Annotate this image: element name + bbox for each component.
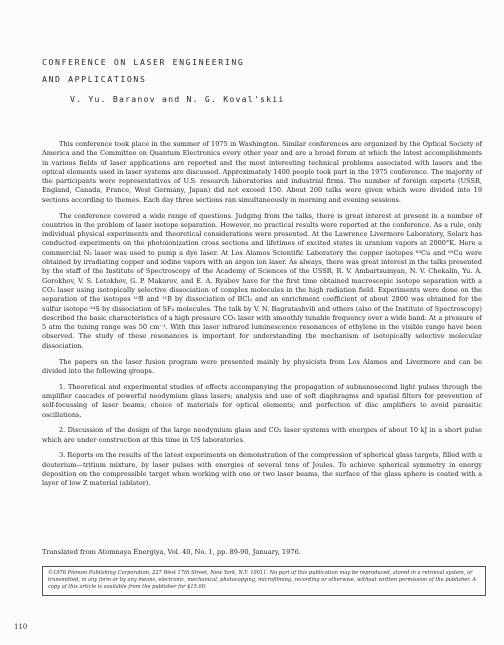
paragraph-isotope-separation: The conference covered a wide range of questions. Judging from the talks, there is great interest at present in a number of countries in the problem of laser isotope separation. However, no practical results were reported at the conference. As a rule, only individual physical experiments and theoretical considerations were presented. At the Lawrence Livermore Laboratory, Solarz has conducted experiments on the photoionization cross sections and lifetimes of excited states in uranium vapors at 2000°K. Here a commercial N₂ laser was used to pump a dye laser. At Los Alamos Scientific Laboratory the copper isotopes ⁶³Cu and ⁶⁵Cu were obtained by irradiating copper and iodine vapors with an argon ion laser. As always, there was great interest in the talks presented by the staff of the Institute of Spectroscopy of the Academy of Sciences of the USSR, R. V. Ambartsumyan, N. V. Chekalin, Yu. A. Gorokhov, V. S. Letokhov, G. P. Makarov, and E. A. Ryabov have for the first time obtained macroscopic isotope separation with a CO₂ laser using isotopically selective dissociation of complex molecules in the high radiation field. Experiments were done on the separation of the isotopes ¹⁰B and ¹¹B by dissociation of BCl₃ and an enrichment coefficient of about 2800 was obtained for the sulfur isotope ³⁴S by dissociation of SF₆ molecules. The talk by V. N. Bagratashvili and others (also of the Institute of Spectroscopy) described the basic characteristics of a high pressure CO₂ laser with smoothly tunable frequency over a wide band. At a pressure of 5 atm the tuning range was 50 cm⁻¹. With this laser infrared luminescence resonances of ethylene in the visible range have been observed. The study of these resonances is important for understanding the mechanism of isotopically selective molecular dissociation. [42,211,482,350]
copyright-notice: ©1976 Plenum Publishing Corporation, 227 West 17th Street, New York, N.Y. 10011. No part of this publication may be reproduced, stored in a retrieval system, or transmitted, in any form or by any means, electronic, mechanical, photocopying, microfilming, recording or otherwise, without written permission of the publisher. A copy of this article is available from the publisher for $15.00. [42,566,486,596]
paragraph-group-3: 3. Reports on the results of the latest experiments on demonstration of the compression of spherical glass targets, filled with a deuterium—tritium mixture, by laser pulses with energies of several tens of Joules. To achieve spherical symmetry in energy deposition on the compressible target when working with one or two laser beams, the surface of the glass sphere is coated with a layer of low Z material (ablator). [42,451,482,488]
paragraph-intro: This conference took place in the summer of 1975 in Washington. Similar conferences are organized by the Optical Society of America and the Committee on Quantum Electronics every other year and are a broad forum at which the latest accomplishments in various fields of laser applications are reported and the most interesting technical problems associated with lasers and the optical elements used in laser systems are discussed. Approximately 1400 people took part in the 1975 conference. The majority of the participants were representatives of U.S. research laboratories and industrial firms. The number of foreign experts (USSR, England, Canada, France, West Germany, Japan) did not exceed 150. About 200 talks were given which were divided into 19 sections according to themes. Each day three sections ran simultaneously in morning and evening sessions. [42,140,482,204]
article-body [42,140,482,495]
paragraph-group-2: 2. Discussion of the design of the large neodymium glass and CO₂ laser systems with energies of about 10 kJ in a short pulse which are under construction at this time in US laboratories. [42,426,482,444]
paragraph-fusion-intro: The papers on the laser fusion program were presented mainly by physicists from Los Alamos and Livermore and can be divided into the following groups. [42,357,482,375]
article-title [42,54,244,88]
page-number: 110 [14,623,28,631]
translation-note: Translated from Atomnaya Énergiya, Vol. 40, No. 1, pp. 89-90, January, 1976. [42,548,301,556]
title-line-2: AND APPLICATIONS [42,74,147,84]
paragraph-group-1: 1. Theoretical and experimental studies of effects accompanying the propagation of subnanosecond light pulses through the amplifier cascades of powerful neodymium glass lasers; analysis and use of soft diaphragms and spatial filters for prevention of self-focussing of laser beams; choice of materials for optical elements; and perfection of disc amplifiers to avoid parasitic oscillations. [42,382,482,419]
authors: V. Yu. Baranov and N. G. Koval'skii [70,94,285,104]
title-line-1: CONFERENCE ON LASER ENGINEERING [42,57,245,67]
